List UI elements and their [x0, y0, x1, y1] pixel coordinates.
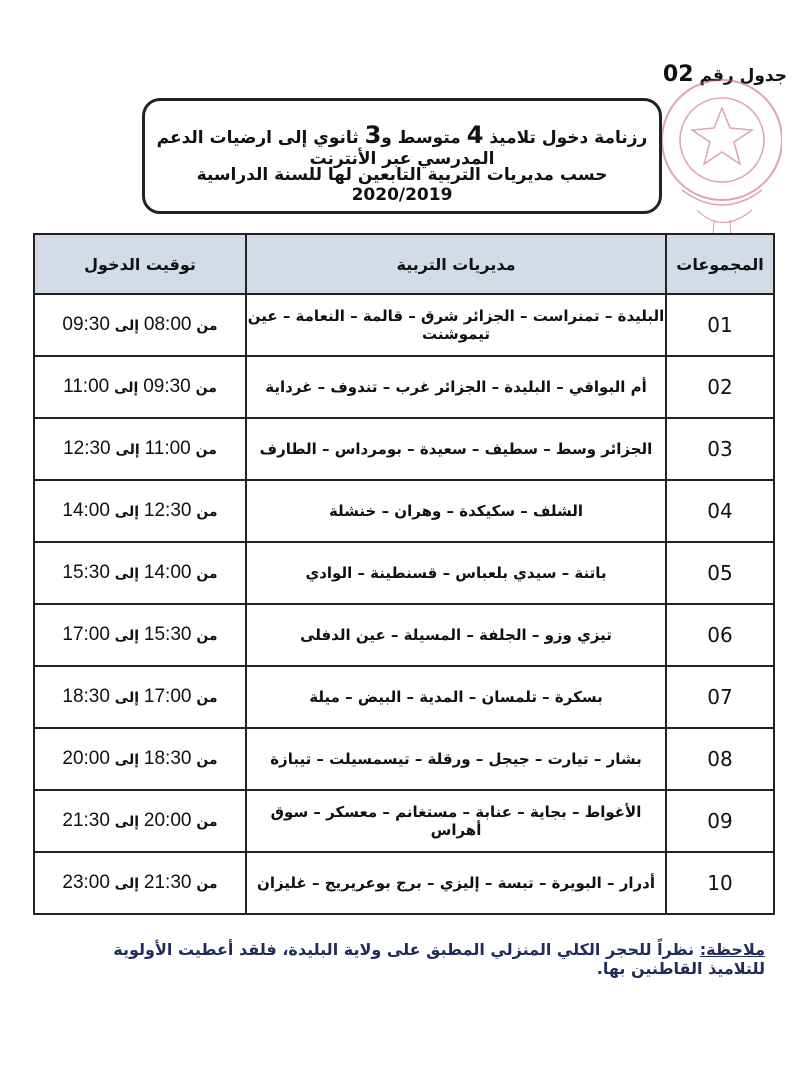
table-row	[34, 418, 774, 480]
group-number-cell: 04	[666, 480, 774, 542]
group-number-cell: 09	[666, 790, 774, 852]
start-time: 09:30	[143, 376, 191, 397]
start-time: 14:00	[143, 562, 192, 583]
title-line-1: رزنامة دخول تلاميذ 4 متوسط و3 ثانوي إلى ارضيات الدعم المدرسي عبر الأنترنت	[156, 121, 648, 169]
start-time: 11:00	[144, 438, 191, 459]
directorates-cell: البليدة – تمنراست – الجزائر شرق – قالمة – النعامة – عين تيموشنت	[246, 294, 666, 356]
column-header-entry-time: توقيت الدخول	[34, 234, 246, 294]
start-time: 20:00	[143, 810, 192, 831]
time-to-label: إلى	[114, 814, 140, 830]
title-box	[142, 98, 662, 214]
end-time: 23:00	[62, 872, 110, 893]
group-number-cell: 03	[666, 418, 774, 480]
end-time: 12:30	[63, 438, 111, 459]
entry-time-cell	[34, 666, 246, 728]
table-header-row	[34, 234, 774, 294]
schedule-table	[33, 233, 775, 915]
footnote-label: ملاحظة:	[699, 940, 765, 959]
schedule-table-body	[34, 294, 774, 914]
time-to-label: إلى	[115, 442, 140, 458]
group-number-cell: 06	[666, 604, 774, 666]
time-to-label: إلى	[114, 566, 140, 582]
directorates-cell: بسكرة – تلمسان – المدية – البيض – ميلة	[246, 666, 666, 728]
entry-time-cell	[34, 294, 246, 356]
table-row	[34, 356, 774, 418]
title-line-2: حسب مديريات التربية التابعين لها للسنة الدراسية 2020/2019	[196, 165, 608, 205]
time-from-label: من	[196, 690, 218, 706]
start-time: 21:30	[143, 872, 192, 893]
time-to-label: إلى	[114, 628, 140, 644]
time-from-label: من	[196, 876, 218, 892]
table-number-value: 02	[662, 62, 694, 87]
group-number-cell: 10	[666, 852, 774, 914]
end-time: 15:30	[62, 562, 110, 583]
entry-time-cell	[34, 480, 246, 542]
entry-time-cell	[34, 356, 246, 418]
time-from-label: من	[195, 380, 217, 396]
directorates-cell: تيزي وزو – الجلفة – المسيلة – عين الدفلى	[246, 604, 666, 666]
time-from-label: من	[195, 442, 217, 458]
time-to-label: إلى	[114, 690, 140, 706]
directorates-cell: أم البواقي – البليدة – الجزائر غرب – تندوف – غرداية	[246, 356, 666, 418]
table-row	[34, 604, 774, 666]
group-number-cell: 01	[666, 294, 774, 356]
start-time: 17:00	[143, 686, 192, 707]
entry-time-cell	[34, 418, 246, 480]
start-time: 08:00	[143, 314, 192, 335]
time-to-label: إلى	[114, 504, 140, 520]
end-time: 11:00	[63, 376, 110, 397]
directorates-cell: أدرار – البويرة – تبسة – إليزي – برج بوعريريج – غليزان	[246, 852, 666, 914]
end-time: 18:30	[62, 686, 110, 707]
table-number-prefix: جدول رقم	[699, 66, 787, 86]
time-from-label: من	[196, 628, 218, 644]
table-row	[34, 480, 774, 542]
footnote	[60, 940, 765, 978]
end-time: 17:00	[62, 624, 110, 645]
time-from-label: من	[196, 814, 218, 830]
time-to-label: إلى	[114, 752, 140, 768]
group-number-cell: 05	[666, 542, 774, 604]
time-from-label: من	[196, 504, 218, 520]
time-from-label: من	[196, 318, 218, 334]
end-time: 09:30	[62, 314, 110, 335]
entry-time-cell	[34, 604, 246, 666]
time-to-label: إلى	[114, 318, 140, 334]
column-header-directorates: مديريات التربية	[246, 234, 666, 294]
entry-time-cell	[34, 728, 246, 790]
entry-time-cell	[34, 852, 246, 914]
time-to-label: إلى	[114, 380, 139, 396]
time-from-label: من	[196, 566, 218, 582]
time-to-label: إلى	[114, 876, 140, 892]
start-time: 18:30	[143, 748, 192, 769]
table-row	[34, 728, 774, 790]
start-time: 15:30	[143, 624, 192, 645]
end-time: 21:30	[62, 810, 110, 831]
group-number-cell: 02	[666, 356, 774, 418]
table-row	[34, 666, 774, 728]
entry-time-cell	[34, 790, 246, 852]
end-time: 20:00	[62, 748, 110, 769]
column-header-groups: المجموعات	[666, 234, 774, 294]
directorates-cell: الأغواط – بجاية – عنابة – مستغانم – معسكر – سوق أهراس	[246, 790, 666, 852]
footnote-text: نظراً للحجر الكلي المنزلي المطبق على ولاية البليدة، فلقد أعطيت الأولوية للتلاميذ القاطنين بها.	[113, 940, 765, 978]
table-row	[34, 542, 774, 604]
start-time: 12:30	[143, 500, 192, 521]
directorates-cell: الشلف – سكيكدة – وهران – خنشلة	[246, 480, 666, 542]
directorates-cell: باتنة – سيدي بلعباس – قسنطينة – الوادي	[246, 542, 666, 604]
table-row	[34, 294, 774, 356]
time-from-label: من	[196, 752, 218, 768]
table-row	[34, 852, 774, 914]
group-number-cell: 08	[666, 728, 774, 790]
directorates-cell: الجزائر وسط – سطيف – سعيدة – بومرداس – الطارف	[246, 418, 666, 480]
table-row	[34, 790, 774, 852]
directorates-cell: بشار – تيارت – جيجل – ورقلة – تيسمسيلت – تيبازة	[246, 728, 666, 790]
entry-time-cell	[34, 542, 246, 604]
end-time: 14:00	[62, 500, 110, 521]
group-number-cell: 07	[666, 666, 774, 728]
